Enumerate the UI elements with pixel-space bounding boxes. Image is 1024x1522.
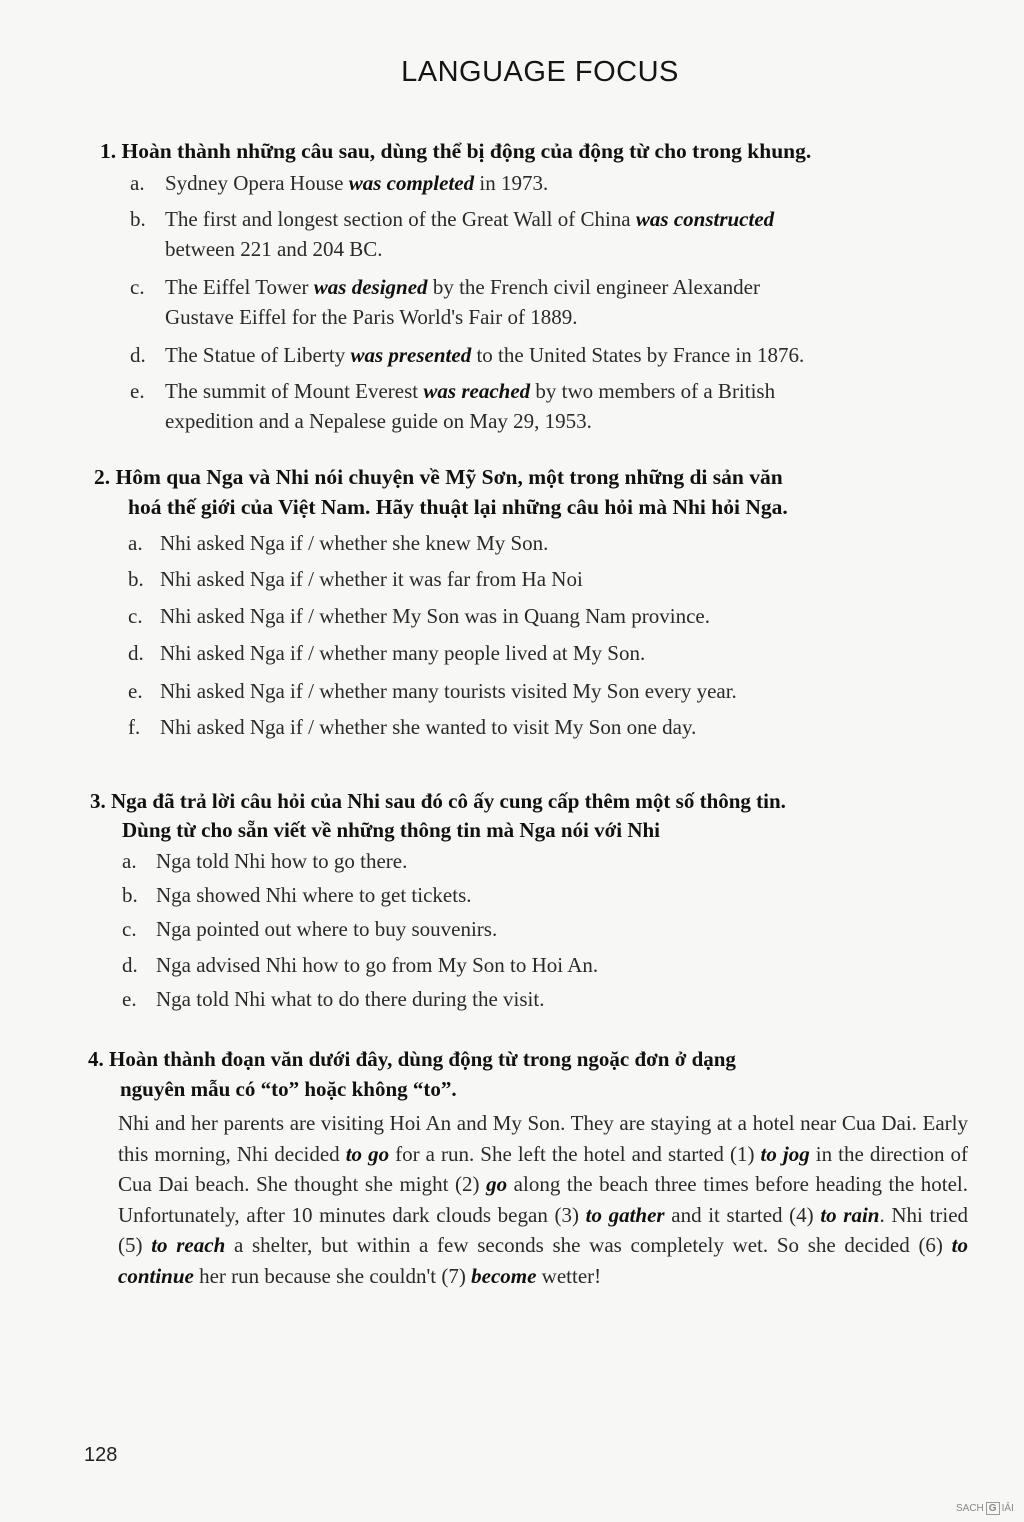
text: for a run. She left the hotel and started (1) <box>389 1141 761 1166</box>
watermark-mark: G <box>986 1502 1000 1515</box>
exercise-3-heading-line-2: Dùng từ cho sẵn viết về những thông tin mà Nga nói với Nhi <box>122 818 661 842</box>
answer: was completed <box>348 171 475 195</box>
item-letter: e. <box>128 679 143 703</box>
item-letter: d. <box>122 953 138 977</box>
text: Nhi and her parents are visiting Hoi An and My Son. They are staying at a hotel near Cua Dai. Early this morning, Nhi decided <box>118 1111 968 1166</box>
item-text-line-2: Gustave Eiffel for the Paris World's Fair of 1889. <box>165 305 578 329</box>
answer-3: go <box>486 1172 508 1196</box>
page-number: 128 <box>84 1444 118 1466</box>
item-text: Nhi asked Nga if / whether many people lived at My Son. <box>160 641 646 665</box>
item-text: Nga pointed out where to buy souvenirs. <box>156 917 498 941</box>
item-text-line-1 <box>165 376 775 406</box>
text: by the French civil engineer Alexander <box>427 275 760 299</box>
text: The summit of Mount Everest <box>165 379 424 403</box>
item-letter: f. <box>128 715 141 739</box>
answer: was designed <box>313 275 428 299</box>
text: and it started (4) <box>664 1202 821 1227</box>
text: along the beach three times before heading the hotel. Unfortunately, after 10 minutes dark clouds began (3) <box>118 1172 968 1227</box>
answer: was presented <box>350 343 472 367</box>
answer: was reached <box>423 379 531 403</box>
text: by two members of a British <box>530 379 776 403</box>
item-text-line-2: between 221 and 204 BC. <box>165 237 383 261</box>
item-letter: c. <box>128 604 143 628</box>
item-letter: e. <box>122 987 137 1011</box>
answer-4: to gather <box>585 1202 665 1227</box>
item-text-line-1 <box>165 272 760 302</box>
text: The Eiffel Tower <box>165 275 314 299</box>
item-text-line-1 <box>165 168 548 198</box>
item-letter: d. <box>128 641 144 665</box>
text: Sydney Opera House <box>165 171 349 195</box>
text: The first and longest section of the Great Wall of China <box>165 207 636 231</box>
watermark-logo <box>956 1502 1014 1515</box>
exercise-number: 3. <box>90 789 106 813</box>
item-text: Nhi asked Nga if / whether it was far from Ha Noi <box>160 567 583 591</box>
item-letter: a. <box>122 849 137 873</box>
exercise-number: 1. <box>100 139 117 163</box>
watermark-text: SACH <box>956 1503 984 1514</box>
exercise-1-heading <box>100 138 811 164</box>
exercise-number: 2. <box>94 465 111 489</box>
item-text-line-1 <box>165 204 774 234</box>
item-text: Nga showed Nhi where to get tickets. <box>156 883 472 907</box>
text: in the direction of Cua Dai beach. She thought she might (2) <box>118 1141 968 1196</box>
item-text: Nhi asked Nga if / whether many tourists visited My Son every year. <box>160 679 737 703</box>
watermark-text: IẢI <box>1001 1503 1014 1514</box>
text: to the United States by France in 1876. <box>471 343 805 367</box>
item-letter: a. <box>130 171 145 195</box>
answer-5: to rain <box>820 1202 880 1227</box>
exercise-4-heading-line-2: nguyên mẫu có “to” hoặc không “to”. <box>120 1077 457 1101</box>
item-text: Nga told Nhi what to do there during the visit. <box>156 987 545 1011</box>
item-letter: a. <box>128 531 143 555</box>
text: The Statue of Liberty <box>165 343 351 367</box>
item-text: Nga told Nhi how to go there. <box>156 849 408 873</box>
item-letter: e. <box>130 379 145 403</box>
text: in 1973. <box>474 171 549 195</box>
text: wetter! <box>536 1263 602 1288</box>
item-text: Nhi asked Nga if / whether My Son was in Quang Nam province. <box>160 604 710 628</box>
exercise-4-paragraph <box>118 1108 968 1291</box>
item-text: Nhi asked Nga if / whether she wanted to visit My Son one day. <box>160 715 697 739</box>
answer-1: to go <box>345 1141 390 1166</box>
exercise-3-heading <box>90 788 786 814</box>
text: . Nhi tried (5) <box>118 1202 969 1257</box>
item-letter: c. <box>130 275 145 299</box>
text: a shelter, but within a few seconds she was completely wet. So she decided (6) <box>225 1233 952 1257</box>
exercise-4-heading <box>88 1046 736 1072</box>
text: her run because she couldn't (7) <box>193 1263 472 1288</box>
item-text: Nhi asked Nga if / whether she knew My Son. <box>160 531 549 555</box>
page-title: LANGUAGE FOCUS <box>401 56 679 88</box>
item-text-line-1 <box>165 340 804 370</box>
answer-2: to jog <box>760 1141 810 1166</box>
item-text: Nga advised Nhi how to go from My Son to Hoi An. <box>156 953 599 977</box>
answer-7: to continue <box>118 1233 968 1288</box>
exercise-2-heading-line-2: hoá thế giới của Việt Nam. Hãy thuật lại những câu hỏi mà Nhi hỏi Nga. <box>128 495 788 519</box>
answer: was constructed <box>635 207 775 231</box>
answer-8: become <box>471 1263 537 1288</box>
item-letter: d. <box>130 343 146 367</box>
item-letter: b. <box>128 567 144 591</box>
item-letter: c. <box>122 917 137 941</box>
exercise-number: 4. <box>88 1047 104 1071</box>
item-letter: b. <box>130 207 146 231</box>
answer-6: to reach <box>151 1233 226 1257</box>
item-text-line-2: expedition and a Nepalese guide on May 29, 1953. <box>165 409 592 433</box>
exercise-instruction: Hoàn thành những câu sau, dùng thể bị động của động từ cho trong khung. <box>121 139 812 163</box>
exercise-2-heading <box>94 464 783 490</box>
exercise-instruction-line-1: Nga đã trả lời câu hỏi của Nhi sau đó cô ấy cung cấp thêm một số thông tin. <box>111 789 786 813</box>
exercise-instruction-line-1: Hôm qua Nga và Nhi nói chuyện về Mỹ Sơn, một trong những di sản văn <box>115 465 783 489</box>
exercise-instruction-line-1: Hoàn thành đoạn văn dưới đây, dùng động từ trong ngoặc đơn ở dạng <box>109 1047 736 1071</box>
item-letter: b. <box>122 883 138 907</box>
